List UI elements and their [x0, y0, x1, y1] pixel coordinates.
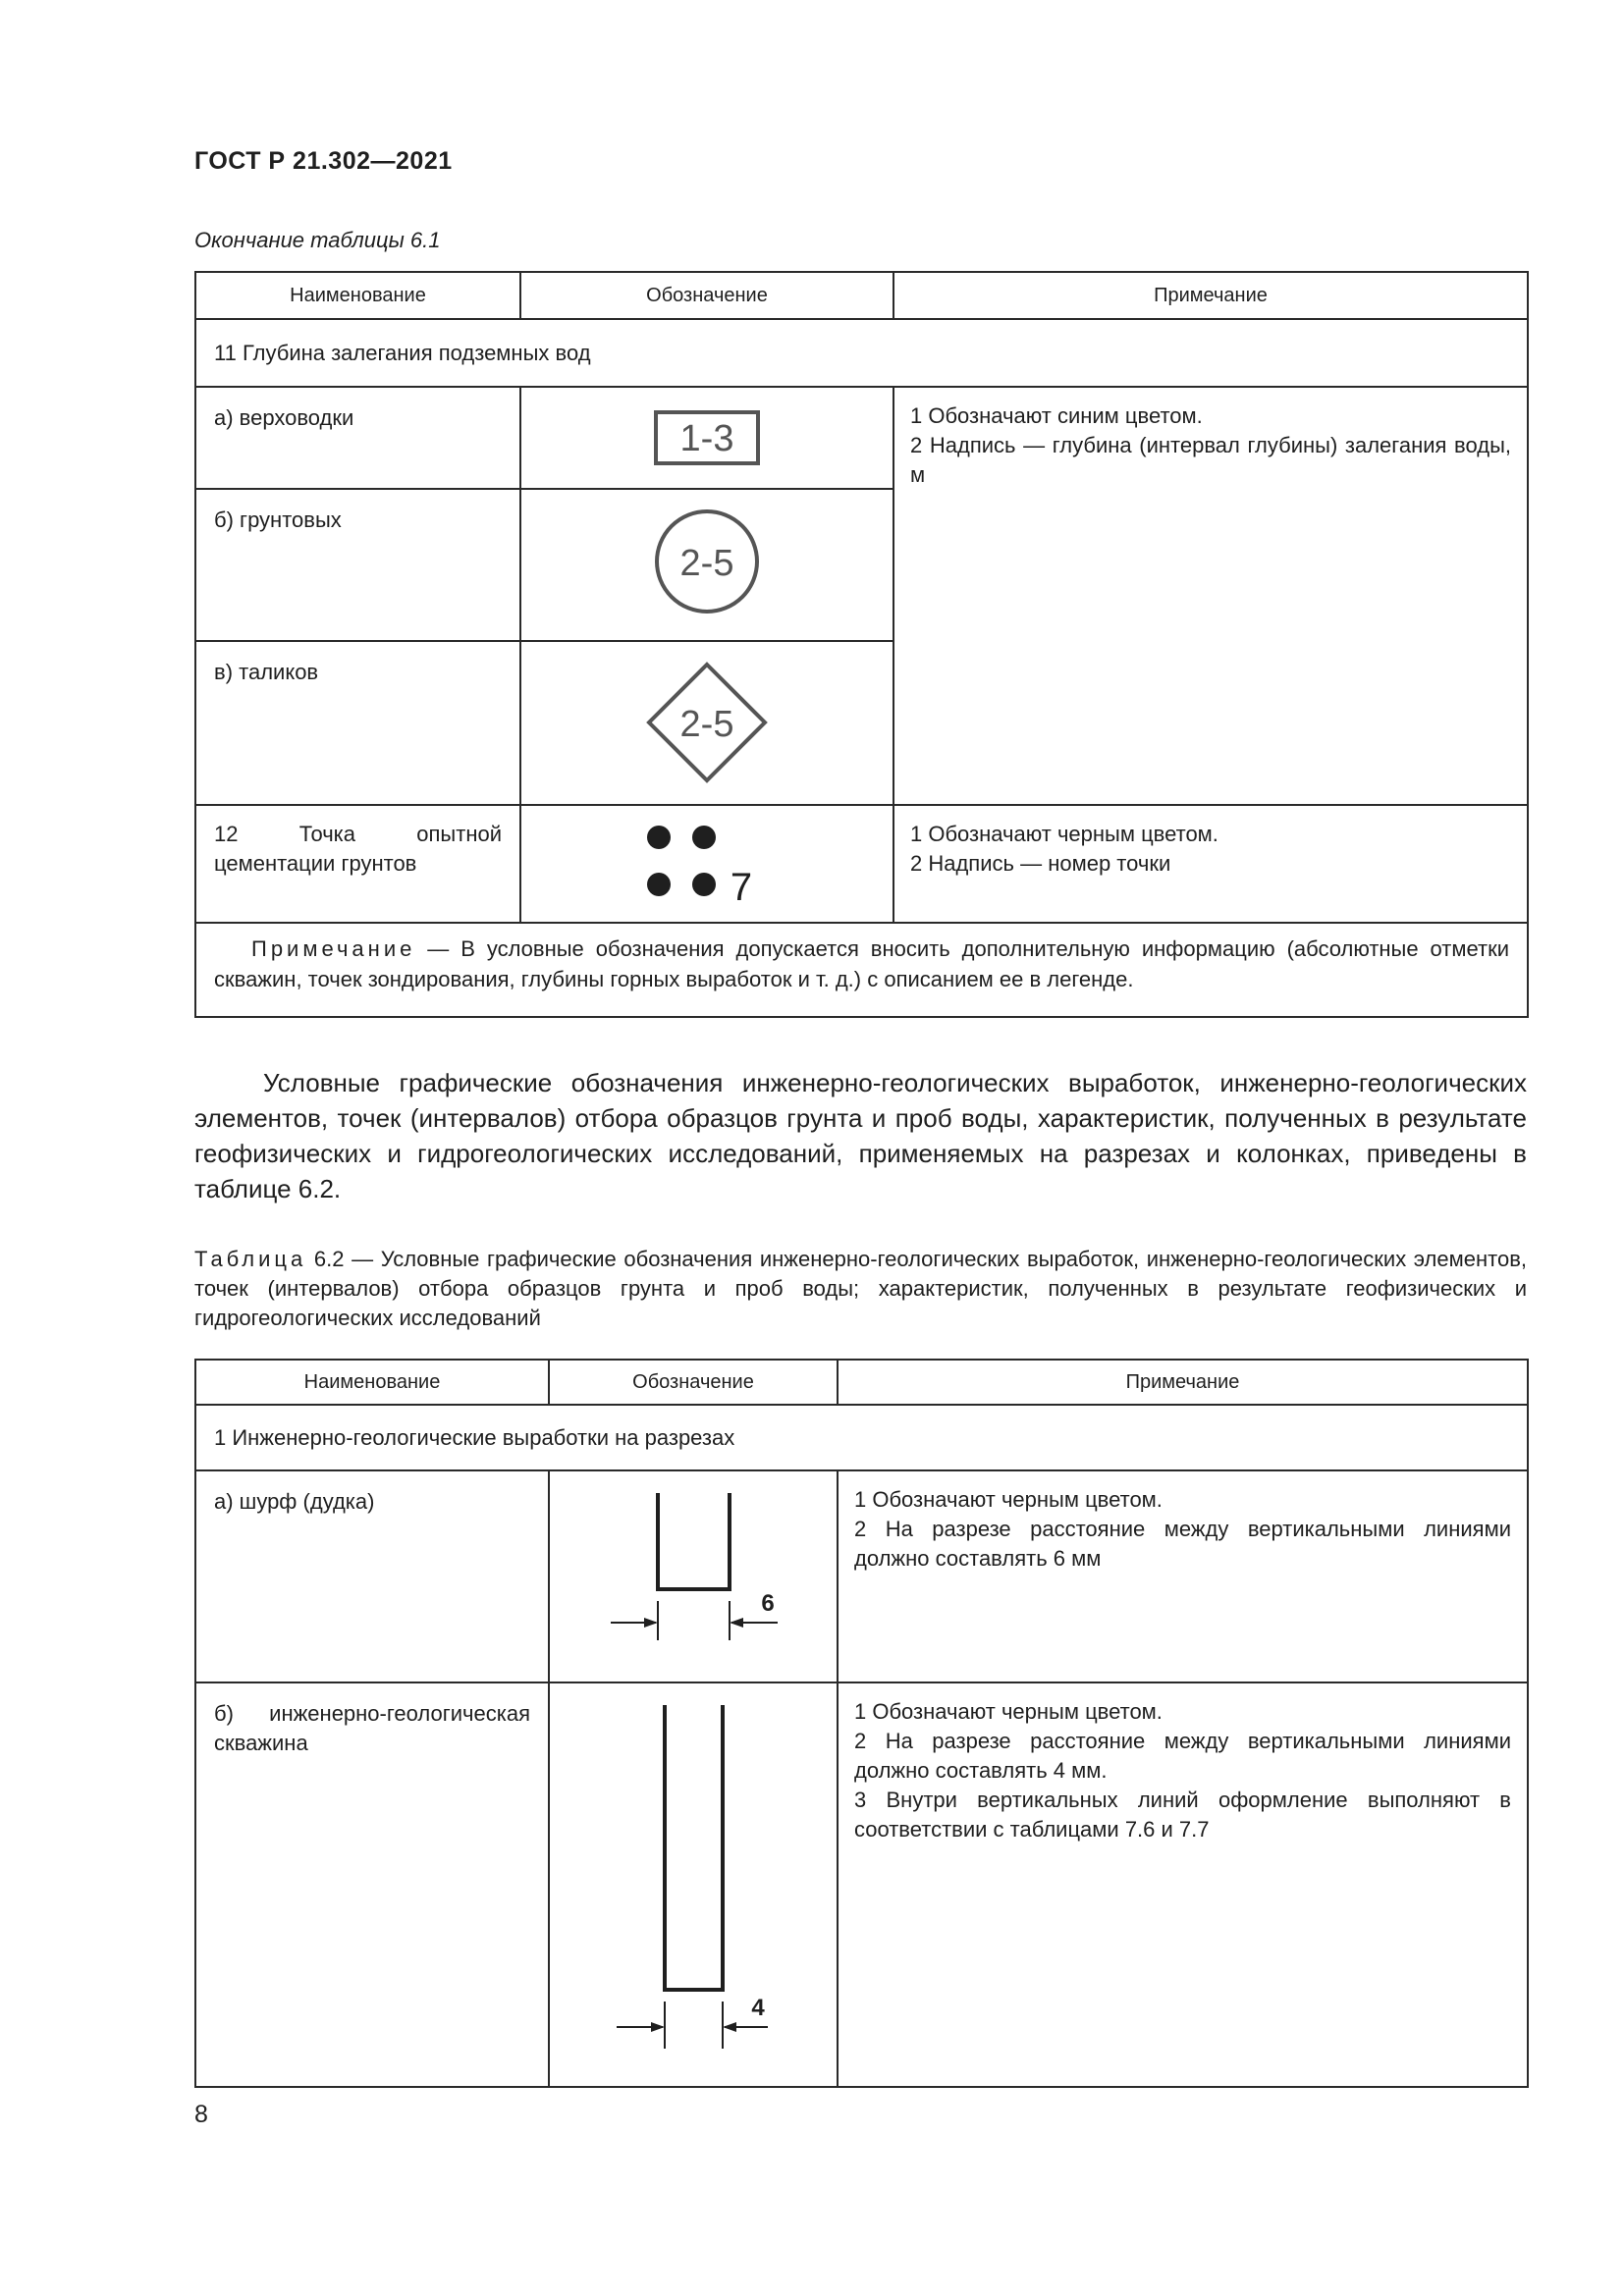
symbol-label: 1-3: [679, 418, 734, 459]
column-header-symbol: Обозначение: [520, 272, 893, 319]
dimension-label: 6: [761, 1590, 775, 1617]
four-dots-icon: [643, 822, 771, 904]
section-title: 11 Глубина залегания подземных вод: [214, 340, 591, 365]
row-name: в) таликов: [214, 660, 319, 684]
circle-frame-icon: [653, 507, 761, 615]
note-line: 2 На разрезе расстояние между вертикальными линиями должно составлять 4 мм.: [854, 1729, 1511, 1783]
page-number: 8: [194, 2101, 208, 2128]
column-header-name: Наименование: [195, 1360, 549, 1405]
note-line: 2 На разрезе расстояние между вертикальными линиями должно составлять 6 мм: [854, 1517, 1511, 1571]
column-header-symbol: Обозначение: [549, 1360, 838, 1405]
table-6-2: [194, 1359, 1529, 2088]
column-header-name: Наименование: [195, 272, 520, 319]
note-line: 2 Надпись — глубина (интервал глубины) залегания воды, м: [910, 433, 1511, 487]
borehole-icon: [550, 1683, 839, 2078]
row-name: а) верховодки: [214, 405, 354, 430]
note-line: 1 Обозначают синим цветом.: [910, 403, 1203, 428]
footnote-label: Примечание: [251, 936, 416, 961]
row-name: б) инженерно-геологическая скважина: [214, 1701, 530, 1755]
footnote-text: — В условные обозначения допускается вносить дополнительную информацию (абсолютные отметки скважин, точек зондирования, глубины горных выработок и т. д.) с описанием ее в легенде.: [214, 936, 1509, 991]
note-line: 1 Обозначают черным цветом.: [854, 1487, 1163, 1512]
symbol-label: 2-5: [679, 704, 734, 745]
table-6-1: [194, 271, 1529, 1018]
section-title: 1 Инженерно-геологические выработки на разрезах: [214, 1424, 735, 1450]
note-line: 3 Внутри вертикальных линий оформление выполняют в соответствии с таблицами 7.6 и 7.7: [854, 1788, 1511, 1842]
note-line: 1 Обозначают черным цветом.: [910, 822, 1218, 846]
rectangle-frame-icon: [653, 409, 761, 466]
dimension-label: 4: [751, 1995, 765, 2021]
table-title-label: Таблица: [194, 1247, 307, 1271]
column-header-note: Примечание: [838, 1360, 1528, 1405]
column-header-note: Примечание: [893, 272, 1528, 319]
symbol-label: 2-5: [679, 543, 734, 584]
point-number-label: 7: [730, 866, 753, 904]
document-code: ГОСТ Р 21.302—2021: [194, 147, 453, 175]
row-name: б) грунтовых: [214, 507, 342, 532]
note-line: 1 Обозначают черным цветом.: [854, 1699, 1163, 1724]
row-name: 12 Точка опытной цементации грунтов: [214, 822, 502, 876]
diamond-frame-icon: [646, 662, 768, 783]
table-title-text: 6.2 — Условные графические обозначения инженерно-геологических выработок, инженерно-геологических элементов, точек (интервалов) отбора образцов грунта и проб воды; характеристик, полученных в результате геофизических и гидрогеологических исследований: [194, 1247, 1527, 1330]
table-footnote: [196, 924, 1527, 1002]
row-name: а) шурф (дудка): [214, 1489, 375, 1514]
note-line: 2 Надпись — номер точки: [910, 851, 1171, 876]
table-6-2-title: [194, 1245, 1527, 1333]
table-continuation-caption: Окончание таблицы 6.1: [194, 228, 441, 252]
body-paragraph: Условные графические обозначения инженерно-геологических выработок, инженерно-геологических элементов, точек (интервалов) отбора образцов грунта и проб воды, характеристик, полученных в результате геофизических и гидрогеологических исследований, применяемых на разрезах и колонках, приведены в таблице 6.2.: [194, 1068, 1527, 1203]
pit-u-shape-icon: [550, 1471, 839, 1674]
